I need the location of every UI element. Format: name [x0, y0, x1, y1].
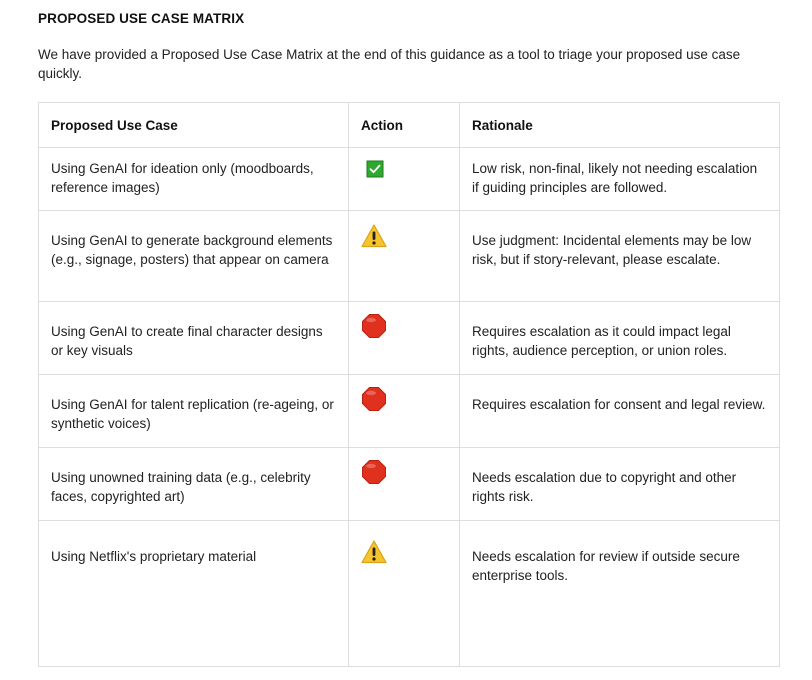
rationale-cell	[460, 302, 780, 375]
rationale-text: Needs escalation due to copyright and other rights risk.	[472, 470, 737, 504]
rationale-cell	[460, 448, 780, 521]
use-case-text: Using GenAI to create final character designs or key visuals	[51, 324, 323, 358]
use-case-cell	[39, 375, 349, 448]
use-case-cell	[39, 302, 349, 375]
column-header-rationale: Rationale	[460, 103, 780, 148]
use-case-cell	[39, 521, 349, 667]
rationale-text: Requires escalation as it could impact legal rights, audience perception, or union roles.	[472, 324, 731, 358]
action-cell	[349, 521, 460, 667]
action-cell	[349, 148, 460, 211]
rationale-cell	[460, 211, 780, 302]
warning-icon	[361, 539, 387, 565]
table-row	[39, 148, 780, 211]
document	[38, 0, 779, 583]
rationale-cell	[460, 521, 780, 667]
rationale-text: Requires escalation for consent and legal review.	[472, 397, 766, 412]
table-row	[39, 211, 780, 302]
table-row	[39, 521, 780, 667]
use-case-cell	[39, 148, 349, 211]
action-cell	[349, 448, 460, 521]
table-header-row	[39, 103, 780, 148]
rationale-text: Low risk, non-final, likely not needing escalation if guiding principles are followed.	[472, 161, 758, 195]
stop-sign-icon	[361, 459, 387, 485]
use-case-text: Using GenAI for talent replication (re-ageing, or synthetic voices)	[51, 397, 334, 431]
table-row	[39, 302, 780, 375]
rationale-cell	[460, 375, 780, 448]
warning-icon	[361, 223, 387, 249]
use-case-text: Using GenAI to generate background elements (e.g., signage, posters) that appear on camera	[51, 233, 333, 267]
column-header-action: Action	[349, 103, 460, 148]
action-cell	[349, 211, 460, 302]
column-header-use-case: Proposed Use Case	[39, 103, 349, 148]
green-checkmark-icon	[366, 160, 384, 178]
use-case-cell	[39, 211, 349, 302]
use-case-text: Using unowned training data (e.g., celebrity faces, copyrighted art)	[51, 470, 311, 504]
action-cell	[349, 375, 460, 448]
use-case-matrix-table	[38, 102, 780, 667]
use-case-text: Using Netflix's proprietary material	[51, 549, 257, 564]
rationale-text: Use judgment: Incidental elements may be low risk, but if story-relevant, please escalate.	[472, 233, 752, 267]
stop-sign-icon	[361, 313, 387, 339]
action-cell	[349, 302, 460, 375]
intro-paragraph: We have provided a Proposed Use Case Matrix at the end of this guidance as a tool to triage your proposed use case quickly.	[38, 47, 741, 81]
rationale-cell	[460, 148, 780, 211]
section-heading: PROPOSED USE CASE MATRIX	[38, 11, 245, 26]
rationale-text: Needs escalation for review if outside secure enterprise tools.	[472, 549, 740, 583]
table-row	[39, 375, 780, 448]
use-case-cell	[39, 448, 349, 521]
use-case-text: Using GenAI for ideation only (moodboards, reference images)	[51, 161, 314, 195]
stop-sign-icon	[361, 386, 387, 412]
table-row	[39, 448, 780, 521]
